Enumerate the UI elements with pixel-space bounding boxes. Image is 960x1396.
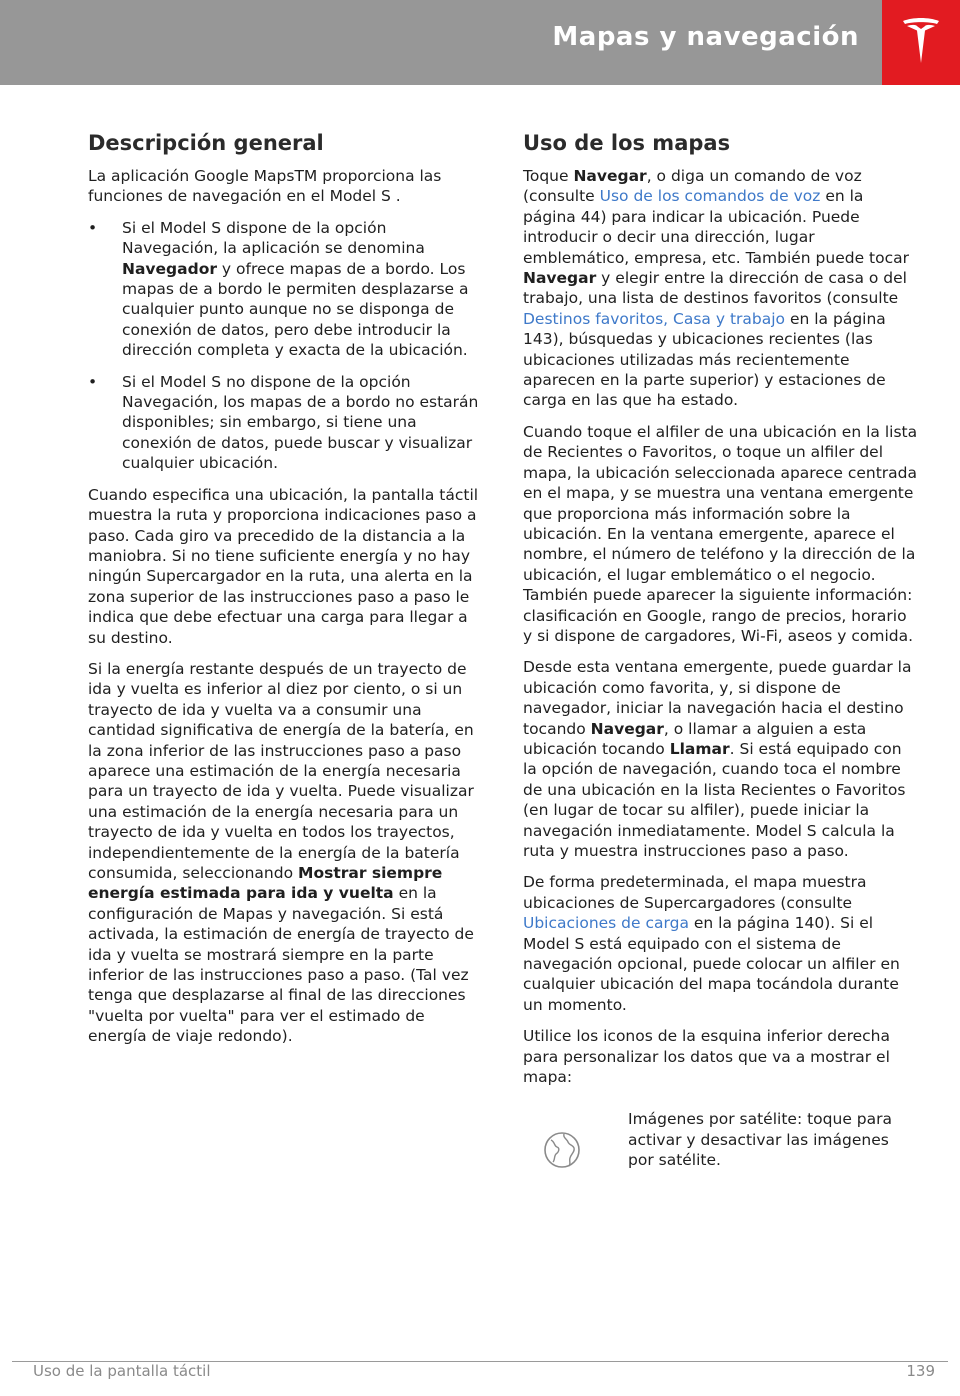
paragraph: La aplicación Google MapsTM proporciona las funciones de navegación en el Model S . (88, 167, 442, 206)
paragraph: De forma predeterminada, el mapa muestra ubicaciones de Supercargadores (consulte Ubicaciones de carga en la página 140). Si el Model S está equipado con el sistema de navegación opcional, puede colocar un alfiler en cualquier ubicación del mapa tocándola durante un momento. (523, 873, 900, 1014)
page-title: Mapas y navegación (552, 22, 859, 52)
page-number: 139 (906, 1362, 935, 1380)
satellite-description: Imágenes por satélite: toque para activar y desactivar las imágenes por satélite. (628, 1110, 892, 1170)
globe-icon (542, 1130, 582, 1170)
link-voice-commands[interactable]: Uso de los comandos de voz (599, 187, 821, 206)
footer-section: Uso de la pantalla táctil (33, 1362, 211, 1380)
link-charging-locations[interactable]: Ubicaciones de carga (523, 914, 689, 933)
paragraph: Cuando especifica una ubicación, la pantalla táctil muestra la ruta y proporciona indicaciones paso a paso. Cada giro va precedido de la distancia a la maniobra. Si no tiene suficiente energía y no hay ningún Supercargador en la ruta, una alerta en la zona superior de las instrucciones paso a paso le indica que debe efectuar una carga para llegar a su destino. (88, 485, 479, 647)
right-column (523, 128, 918, 1171)
satellite-icon-row (523, 1109, 918, 1170)
section-title-maps: Uso de los mapas (523, 131, 731, 155)
paragraph: Utilice los iconos de la esquina inferior derecha para personalizar los datos que va a mostrar el mapa: (523, 1027, 890, 1087)
left-column (88, 128, 483, 1058)
paragraph: Si la energía restante después de un trayecto de ida y vuelta es inferior al diez por ciento, o si un trayecto de ida y vuelta va a consumir una cantidad significativa de energía de la batería, en la zona inferior de las instrucciones paso a paso aparece una estimación de la energía necesaria para un trayecto de ida y vuelta. Puede visualizar una estimación de la energía necesaria para un trayecto de ida y vuelta en todos los trayectos, independientemente de la energía de la batería consumida, seleccionando Mostrar siempre energía estimada para ida y vuelta en la configuración de Mapas y navegación. Si está activada, la estimación de energía de trayecto de ida y vuelta se mostrará siempre en la parte inferior de las instrucciones paso a paso. (Tal vez tenga que desplazarse al final de las direcciones "vuelta por vuelta" para ver el estimado de energía de viaje redondo). (88, 659, 474, 1046)
paragraph: Toque Navegar, o diga un comando de voz (consulte Uso de los comandos de voz en la página 44) para indicar la ubicación. Puede introducir o decir una dirección, lugar emblemático, empresa, etc. También puede tocar Navegar y elegir entre la dirección de casa o del trabajo, una lista de destinos favoritos (consulte Destinos favoritos, Casa y trabajo en la página 143), búsquedas y ubicaciones recientes (las ubicaciones utilizadas más recientemente aparecen en la parte superior) y estaciones de carga en las que ha estado. (523, 167, 910, 410)
bullet-list (88, 218, 483, 474)
header-bar (0, 0, 960, 85)
list-item: • Si el Model S dispone de la opción Navegación, la aplicación se denomina Navegador y ofrece mapas de a bordo. Los mapas de a bordo le permiten desplazarse a cualquier punto aunque no se disponga de conexión de datos, pero debe introducir la dirección completa y exacta de la ubicación. (88, 218, 469, 360)
tesla-logo-icon (901, 17, 941, 67)
link-favorite-destinations[interactable]: Destinos favoritos, Casa y trabajo (523, 309, 786, 328)
list-item: • Si el Model S no dispone de la opción Navegación, los mapas de a bordo no estarán disponibles; sin embargo, si tiene una conexión de datos, puede buscar y visualizar cualquier ubicación. (88, 372, 479, 473)
paragraph: Cuando toque el alfiler de una ubicación en la lista de Recientes o Favoritos, o toque un alfiler del mapa, la ubicación seleccionada aparece centrada en el mapa, y se muestra una ventana emergente que proporciona más información sobre la ubicación. En la ventana emergente, aparece el nombre, el número de teléfono y la dirección de la ubicación, el lugar emblemático o el negocio. También puede aparecer la siguiente información: clasificación en Google, rango de precios, horario y si dispone de cargadores, Wi-Fi, aseos y comida. (523, 422, 918, 645)
logo-box (882, 0, 960, 85)
paragraph: Desde esta ventana emergente, puede guardar la ubicación como favorita, y, si dispone de navegador, iniciar la navegación hacia el destino tocando Navegar, o llamar a alguien a esta ubicación tocando Llamar. Si está equipado con la opción de navegación, cuando toca el nombre de una ubicación en la lista Recientes o Favoritos (en lugar de tocar su alfiler), puede iniciar la navegación inmediatamente. Model S calcula la ruta y muestra instrucciones paso a paso. (523, 658, 912, 860)
section-title-overview: Descripción general (88, 131, 324, 155)
